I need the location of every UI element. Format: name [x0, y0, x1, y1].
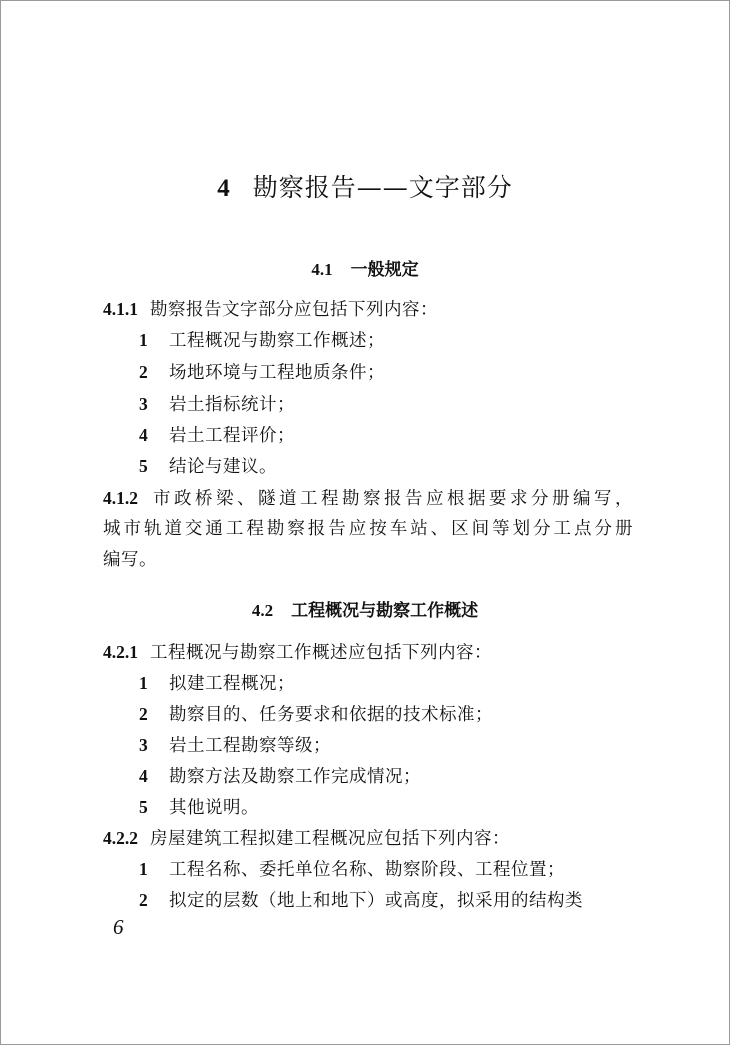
item-text: 勘察目的、任务要求和依据的技术标准；	[169, 705, 493, 725]
chapter-number: 4	[217, 175, 231, 202]
item-text: 工程概况与勘察工作概述；	[169, 331, 385, 351]
item-text: 岩土工程评价；	[169, 426, 295, 446]
list-item	[139, 328, 385, 353]
list-item	[139, 764, 421, 789]
item-number: 5	[139, 797, 148, 817]
item-text: 结论与建议。	[169, 457, 277, 477]
section-heading-4-2	[0, 596, 730, 621]
section-title: 工程概况与勘察工作概述	[291, 601, 479, 621]
item-number: 1	[139, 673, 148, 693]
section-number: 4.2	[251, 601, 274, 620]
clause-continuation: 编写。	[103, 550, 157, 570]
chapter-title: 勘察报告——文字部分	[252, 173, 513, 202]
clause-4-2-2	[103, 826, 633, 851]
clause-text: 房屋建筑工程拟建工程概况应包括下列内容：	[150, 829, 510, 849]
clause-number: 4.2.2	[103, 828, 138, 848]
item-number: 2	[139, 890, 148, 910]
item-text: 岩土指标统计；	[169, 395, 295, 415]
list-item	[139, 702, 493, 727]
clause-continuation: 城市轨道交通工程勘察报告应按车站、区间等划分工点分册	[103, 519, 633, 539]
list-item	[139, 795, 259, 820]
list-item	[139, 857, 565, 882]
item-text: 场地环境与工程地质条件；	[169, 363, 385, 383]
chapter-heading	[0, 168, 730, 204]
item-number: 3	[139, 394, 148, 414]
list-item	[139, 423, 295, 448]
list-item	[139, 733, 331, 758]
section-heading-4-1	[0, 255, 730, 280]
clause-number: 4.1.2	[103, 488, 138, 508]
page-number: 6	[113, 915, 124, 939]
item-number: 2	[139, 362, 148, 382]
item-text: 其他说明。	[169, 798, 259, 818]
clause-4-1-1	[103, 297, 633, 322]
item-number: 4	[139, 766, 148, 786]
list-item	[139, 888, 583, 913]
list-item	[139, 454, 277, 479]
clause-4-2-1	[103, 640, 633, 665]
item-text: 拟定的层数（地上和地下）或高度，拟采用的结构类	[169, 891, 583, 911]
clause-number: 4.2.1	[103, 642, 138, 662]
list-item	[139, 392, 295, 417]
item-number: 1	[139, 859, 148, 879]
item-text: 拟建工程概况；	[169, 674, 295, 694]
item-number: 3	[139, 735, 148, 755]
item-number: 1	[139, 330, 148, 350]
list-item	[139, 671, 295, 696]
list-item	[139, 360, 385, 385]
clause-text: 勘察报告文字部分应包括下列内容：	[150, 300, 438, 320]
section-number: 4.1	[311, 260, 333, 279]
clause-number: 4.1.1	[103, 299, 138, 319]
item-text: 岩土工程勘察等级；	[169, 736, 331, 756]
item-text: 勘察方法及勘察工作完成情况；	[169, 767, 421, 787]
item-number: 4	[139, 425, 148, 445]
clause-4-1-2	[103, 486, 633, 511]
item-number: 5	[139, 456, 148, 476]
clause-text: 市政桥梁、隧道工程勘察报告应根据要求分册编写，	[150, 489, 633, 509]
item-number: 2	[139, 704, 148, 724]
clause-text: 工程概况与勘察工作概述应包括下列内容：	[150, 643, 492, 663]
item-text: 工程名称、委托单位名称、勘察阶段、工程位置；	[169, 860, 565, 880]
section-title: 一般规定	[350, 260, 419, 280]
